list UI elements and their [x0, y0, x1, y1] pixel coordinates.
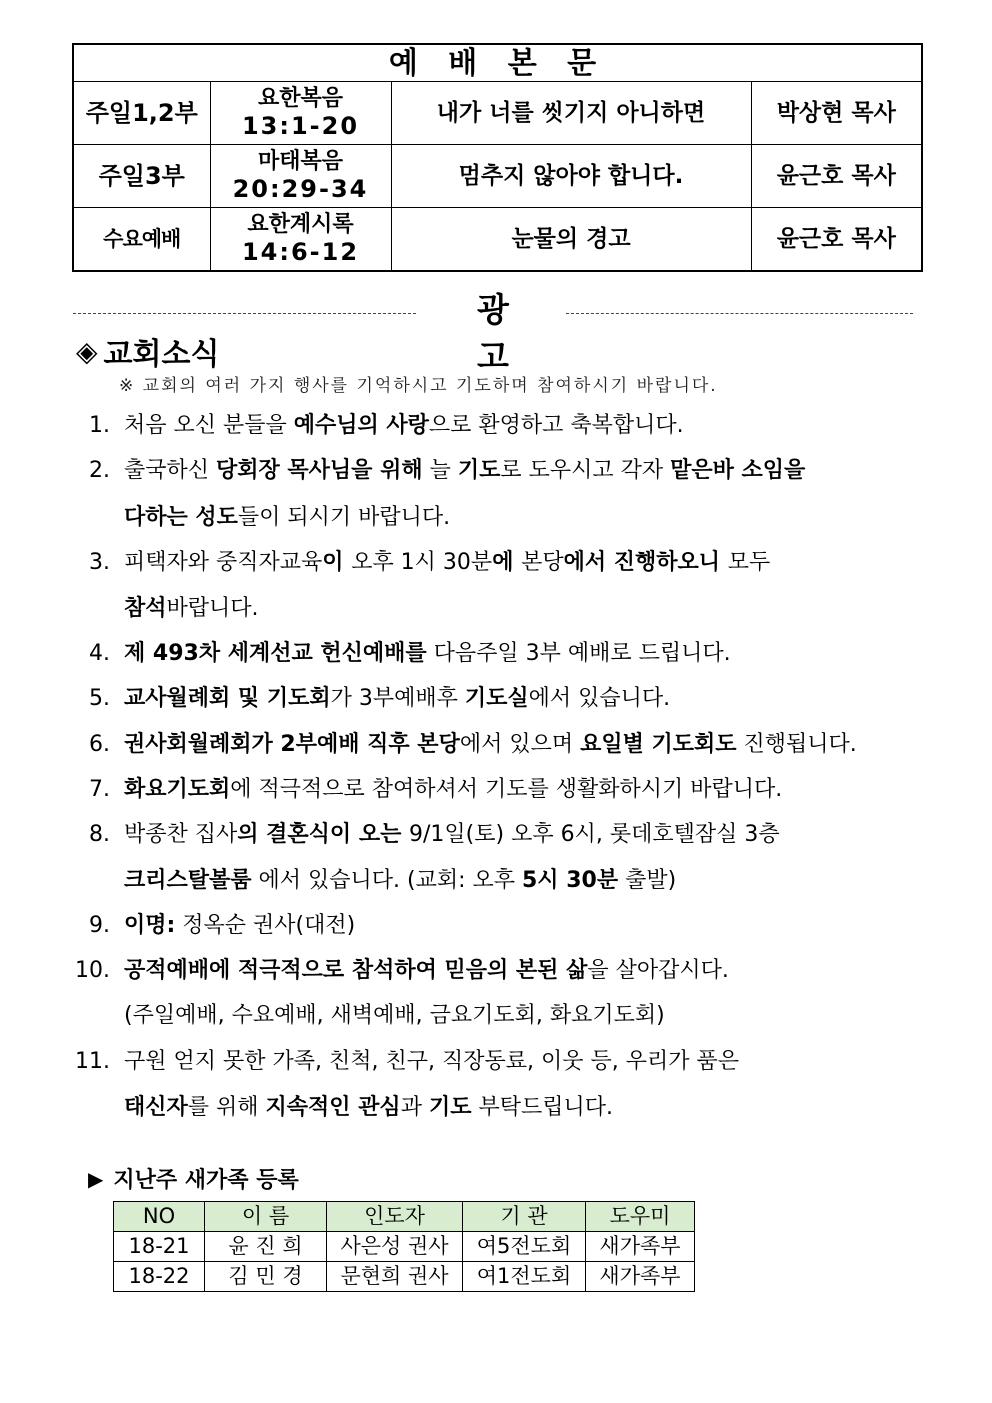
- news-item-number: 2.: [89, 458, 110, 483]
- table-cell: 윤 진 희: [205, 1232, 327, 1262]
- new-family-table: [113, 1201, 695, 1292]
- news-text-segment: 처음 오신 분들을: [124, 413, 294, 438]
- news-text-segment: 기도: [457, 458, 501, 483]
- news-text-segment: 에서 있습니다.: [528, 686, 671, 711]
- scripture-ref: [210, 82, 391, 145]
- news-text-segment: 권사회월례회가 2부예배 직후 본당: [124, 732, 460, 757]
- news-text-segment: 이: [322, 550, 352, 575]
- news-item-continuation: [124, 1093, 613, 1123]
- news-item-text: [124, 456, 805, 486]
- news-text-segment: (주일예배, 수요예배, 새벽예배, 금요기도회, 화요기도회): [124, 1003, 665, 1028]
- news-text-segment: 9/1일(토) 오후 6시, 롯데호텔잠실 3층: [409, 822, 780, 847]
- sermon-title: 내가 너를 씻기지 아니하면: [391, 82, 751, 145]
- column-header: 도우미: [586, 1202, 695, 1232]
- sermon-table-title: 예 배 본 문: [73, 44, 922, 82]
- scripture-ref: [210, 208, 391, 272]
- table-cell: 새가족부: [586, 1232, 695, 1262]
- news-item-number: 1.: [89, 413, 110, 438]
- sermon-row: [73, 145, 922, 208]
- table-header-row: [114, 1202, 695, 1232]
- news-item-text: [124, 411, 684, 441]
- news-item-number: 7.: [89, 777, 110, 802]
- news-text-segment: 구원 얻지 못한 가족, 친척, 친구, 직장동료, 이웃 등, 우리가 품은: [124, 1049, 739, 1074]
- dashed-divider-right: [566, 313, 913, 314]
- news-text-segment: 제 493차 세계선교 헌신예배를: [124, 641, 427, 666]
- sermon-row: [73, 82, 922, 145]
- news-item-number: 8.: [89, 822, 110, 847]
- news-text-segment: 정옥순 권사(대전): [175, 913, 356, 938]
- news-text-segment: 의 결혼식이 오는: [237, 822, 410, 847]
- news-item-continuation: [124, 1001, 665, 1031]
- scripture-book: 요한계시록: [247, 212, 354, 237]
- news-text-segment: 로 도우시고 각자: [500, 458, 671, 483]
- news-item-text: [124, 956, 729, 986]
- news-text-segment: 들이 되시기 바랍니다.: [237, 505, 451, 530]
- news-text-segment: 다하는 성도: [124, 505, 238, 530]
- news-text-segment: 바랍니다.: [166, 596, 259, 621]
- news-text-segment: 교사월례회 및 기도회: [124, 686, 331, 711]
- news-text-segment: 요일별 기도회도: [580, 732, 737, 757]
- table-cell: 18-22: [114, 1262, 205, 1292]
- table-cell: 새가족부: [586, 1262, 695, 1292]
- table-cell: 김 민 경: [205, 1262, 327, 1292]
- diamond-icon: ◈: [76, 334, 98, 368]
- news-text-segment: 지속적인 관심: [265, 1095, 401, 1120]
- table-cell: 문현희 권사: [327, 1262, 463, 1292]
- news-text-segment: 태신자: [124, 1095, 188, 1120]
- news-item-continuation: [124, 503, 450, 533]
- news-text-segment: 참석: [124, 596, 167, 621]
- news-item-number: 6.: [89, 732, 110, 757]
- news-text-segment: 크리스탈볼룸: [124, 868, 252, 893]
- news-item-text: [124, 639, 731, 669]
- news-item-continuation: [124, 594, 259, 624]
- news-text-segment: 박종찬 집사: [124, 822, 238, 847]
- news-text-segment: 공적예배에 적극적으로 참석하여 믿음의 본된 삶: [124, 958, 588, 983]
- news-item-number: 3.: [89, 550, 110, 575]
- sermon-title: 멈추지 않아야 합니다.: [391, 145, 751, 208]
- news-text-segment: 진행됩니다.: [736, 732, 857, 757]
- preacher: 박상현 목사: [751, 82, 922, 145]
- news-item-text: [124, 911, 355, 941]
- service-name: 수요예배: [73, 208, 210, 272]
- news-text-segment: 에: [492, 550, 522, 575]
- news-text-segment: 에서 있으며: [459, 732, 581, 757]
- church-news-note: ※ 교회의 여러 가지 행사를 기억하시고 기도하며 참여하시기 바랍니다.: [119, 376, 718, 396]
- news-text-segment: 에서 있습니다. (교회: 오후: [251, 868, 522, 893]
- church-news-heading: [76, 329, 219, 373]
- news-text-segment: 부탁드립니다.: [471, 1095, 613, 1120]
- news-text-segment: 모두: [727, 550, 771, 575]
- news-item-text: [124, 548, 770, 578]
- news-text-segment: 과: [400, 1095, 429, 1120]
- column-header: NO: [114, 1202, 205, 1232]
- news-item-number: 10.: [75, 958, 110, 983]
- scripture-verse: 13:1-20: [241, 112, 360, 140]
- church-news-title: 교회소식: [103, 337, 220, 372]
- news-item-number: 5.: [89, 686, 110, 711]
- news-item-text: [124, 684, 670, 714]
- preacher: 윤근호 목사: [751, 208, 922, 272]
- news-text-segment: 이명:: [124, 913, 176, 938]
- news-item-number: 11.: [75, 1049, 110, 1074]
- news-item-number: 9.: [89, 913, 110, 938]
- table-cell: 사은성 권사: [327, 1232, 463, 1262]
- news-item-continuation: [124, 866, 676, 896]
- news-item-text: [124, 775, 782, 805]
- sermon-row: [73, 208, 922, 272]
- news-item-text: [124, 730, 857, 760]
- news-text-segment: 오후 1시 30분: [351, 550, 493, 575]
- news-text-segment: 다음주일 3부 예배로 드립니다.: [426, 641, 731, 666]
- news-text-segment: 맡은바 소임을: [670, 458, 806, 483]
- column-header: 이 름: [205, 1202, 327, 1232]
- news-item-text: [124, 820, 780, 850]
- news-text-segment: 당회장 목사님을 위해: [216, 458, 423, 483]
- sermon-title: 눈물의 경고: [391, 208, 751, 272]
- news-text-segment: 가 3부예배후: [330, 686, 465, 711]
- dashed-divider-left: [73, 313, 416, 314]
- ads-section-title: 광 고: [477, 290, 539, 376]
- news-text-segment: 에서 진행하오니: [563, 550, 728, 575]
- preacher: 윤근호 목사: [751, 145, 922, 208]
- table-cell: 여5전도회: [463, 1232, 586, 1262]
- new-family-heading: [88, 1163, 299, 1194]
- table-row: [114, 1232, 695, 1262]
- scripture-book: 마태복음: [257, 149, 343, 174]
- news-text-segment: 에 적극적으로 참여하셔서 기도를 생활화하시기 바랍니다.: [230, 777, 783, 802]
- news-text-segment: 출발): [618, 868, 677, 893]
- sermon-table: [72, 43, 923, 272]
- news-text-segment: 기도: [428, 1095, 472, 1120]
- scripture-verse: 20:29-34: [232, 175, 369, 203]
- column-header: 기 관: [463, 1202, 586, 1232]
- news-text-segment: 5시 30분: [522, 868, 619, 893]
- column-header: 인도자: [327, 1202, 463, 1232]
- table-cell: 18-21: [114, 1232, 205, 1262]
- news-text-segment: 늘: [422, 458, 458, 483]
- scripture-verse: 14:6-12: [241, 238, 360, 266]
- news-text-segment: 을 살아갑시다.: [587, 958, 729, 983]
- news-item-text: [124, 1047, 739, 1077]
- triangle-right-icon: ▶: [88, 1166, 104, 1191]
- news-text-segment: 으로 환영하고 축복합니다.: [428, 413, 684, 438]
- news-text-segment: 본당: [521, 550, 564, 575]
- news-text-segment: 출국하신: [124, 458, 217, 483]
- news-item-number: 4.: [89, 641, 110, 666]
- news-text-segment: 를 위해: [187, 1095, 266, 1120]
- news-text-segment: 피택자와 중직자교육: [124, 550, 323, 575]
- news-text-segment: 예수님의 사랑: [293, 413, 429, 438]
- news-text-segment: 화요기도회: [124, 777, 231, 802]
- table-cell: 여1전도회: [463, 1262, 586, 1292]
- scripture-ref: [210, 145, 391, 208]
- news-text-segment: 기도실: [464, 686, 529, 711]
- table-row: [114, 1262, 695, 1292]
- service-name: 주일3부: [73, 145, 210, 208]
- new-family-title: 지난주 새가족 등록: [113, 1168, 299, 1193]
- service-name: 주일1,2부: [73, 82, 210, 145]
- scripture-book: 요한복음: [257, 86, 343, 111]
